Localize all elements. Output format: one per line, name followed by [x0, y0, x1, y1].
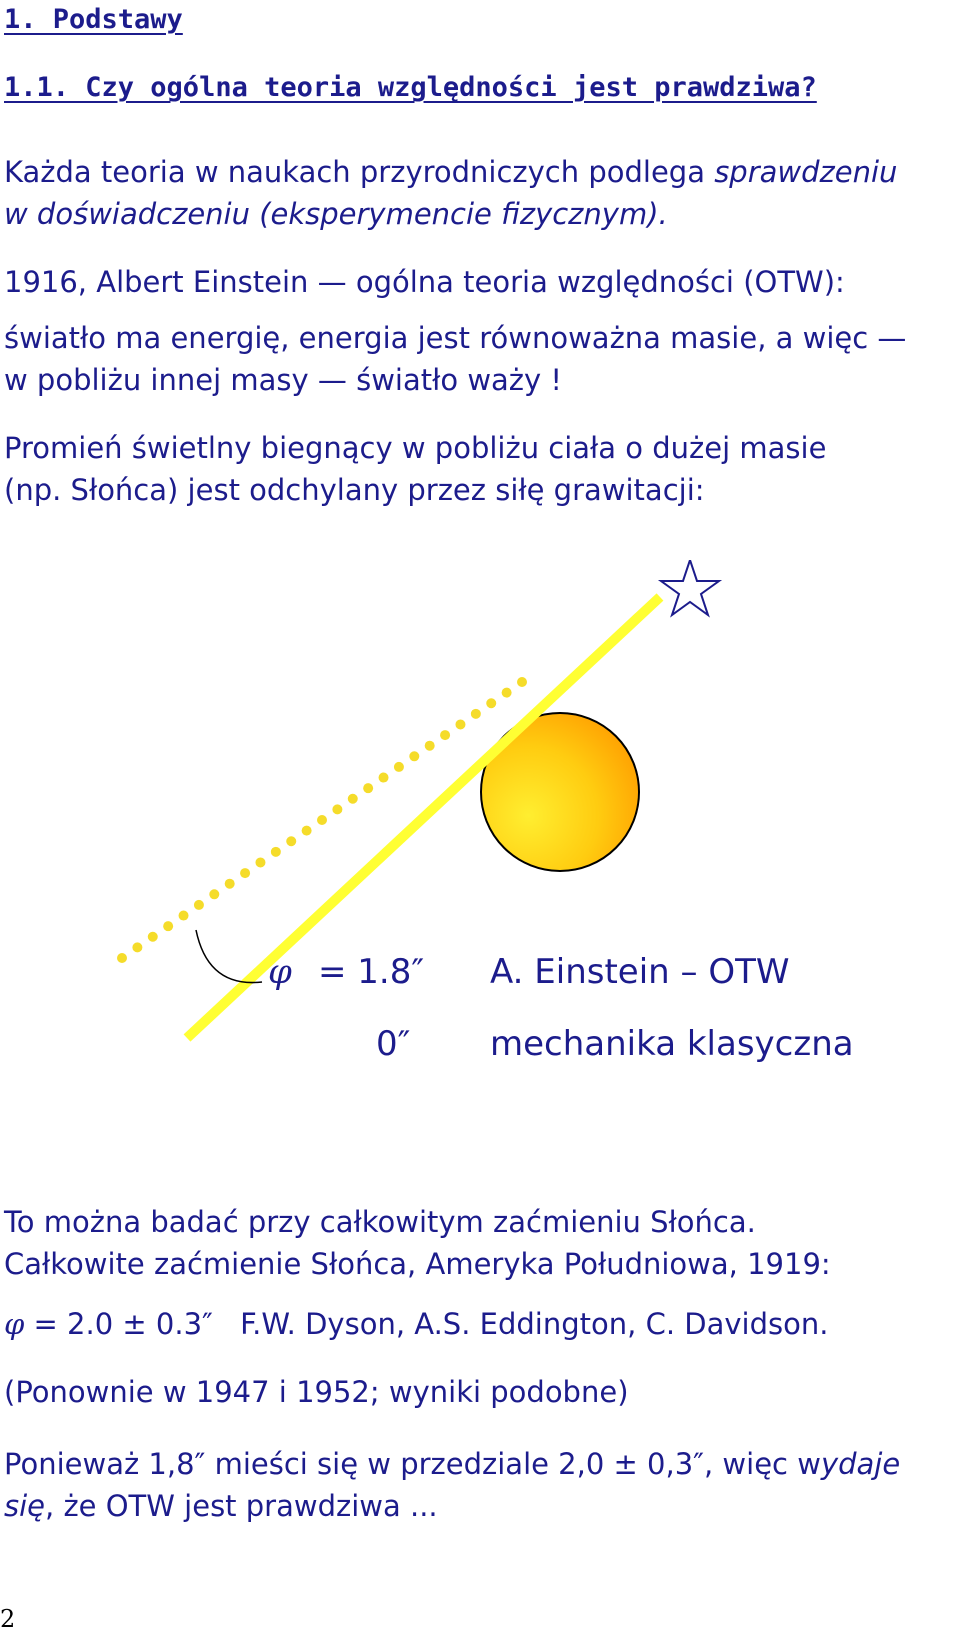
measurement-phi-symbol: φ	[4, 1307, 25, 1341]
deflection-diagram	[0, 560, 960, 1080]
apparent-ray-dot	[286, 836, 296, 846]
apparent-ray-dot	[425, 741, 435, 751]
conclusion-italic-text: ydaje	[820, 1447, 901, 1481]
apparent-ray-dot	[255, 857, 265, 867]
apparent-ray-dot	[348, 794, 358, 804]
apparent-ray-dot	[209, 889, 219, 899]
light-line-2: w pobliżu innej masy — światło waży !	[4, 363, 563, 397]
intro-plain-text: Każda teoria w naukach przyrodniczych podlega	[4, 155, 715, 189]
apparent-ray-dot	[332, 804, 342, 814]
classical-mechanics-label: mechanika klasyczna	[490, 1024, 854, 1064]
apparent-ray-dot	[302, 826, 312, 836]
light-line-1: światło ma energię, energia jest równoważna masie, a więc —	[4, 321, 907, 355]
conclusion-end-text: , że OTW jest prawdziwa ...	[45, 1489, 438, 1523]
star-icon	[661, 560, 719, 615]
intro-line-2: w doświadczeniu (eksperymencie fizycznym).	[4, 197, 668, 231]
apparent-ray-dot	[317, 815, 327, 825]
apparent-ray-dot	[240, 868, 250, 878]
light-deflection-figure	[0, 560, 960, 1080]
measurement-authors: F.W. Dyson, A.S. Eddington, C. Davidson.	[240, 1307, 829, 1341]
apparent-ray-dots	[117, 677, 527, 963]
apparent-ray-dot	[179, 911, 189, 921]
apparent-ray-dot	[363, 783, 373, 793]
intro-italic-text: sprawdzeniu	[714, 155, 898, 189]
eclipse-line-1: To można badać przy całkowitym zaćmieniu Słońca.	[4, 1205, 756, 1239]
measurement-line	[4, 1307, 829, 1341]
intro-line-1	[4, 155, 898, 189]
einstein-line: 1916, Albert Einstein — ogólna teoria względności (OTW):	[4, 265, 845, 299]
apparent-ray-dot	[194, 900, 204, 910]
einstein-phi-symbol: φ	[268, 952, 292, 992]
deflection-line-2: (np. Słońca) jest odchylany przez siłę grawitacji:	[4, 473, 705, 507]
measurement-value: = 2.0 ± 0.3″	[24, 1307, 213, 1341]
apparent-ray-dot	[379, 773, 389, 783]
repeat-measurements-line: (Ponownie w 1947 i 1952; wyniki podobne)	[4, 1375, 629, 1409]
apparent-ray-dot	[117, 953, 127, 963]
apparent-ray-dot	[225, 879, 235, 889]
conclusion-italic-word: się	[4, 1489, 46, 1523]
apparent-ray-dot	[163, 921, 173, 931]
apparent-ray-dot	[132, 942, 142, 952]
heading-section: 1. Podstawy	[4, 4, 183, 35]
conclusion-line-2	[4, 1489, 438, 1523]
eclipse-line-2: Całkowite zaćmienie Słońca, Ameryka Południowa, 1919:	[4, 1247, 831, 1281]
einstein-deflection-value: = 1.8″	[318, 952, 425, 992]
page-number: 2	[0, 1605, 16, 1633]
conclusion-plain-text: Ponieważ 1,8″ mieści się w przedziale 2,0 ± 0,3″, więc w	[4, 1447, 821, 1481]
conclusion-line-1	[4, 1447, 901, 1481]
apparent-ray-dot	[271, 847, 281, 857]
apparent-ray-dot	[471, 709, 481, 719]
apparent-ray-dot	[440, 730, 450, 740]
apparent-ray-dot	[455, 719, 465, 729]
deflection-line-1: Promień świetlny biegnący w pobliżu ciała o dużej masie	[4, 431, 827, 465]
apparent-ray-dot	[148, 932, 158, 942]
einstein-theory-label: A. Einstein – OTW	[490, 952, 790, 992]
apparent-ray-dot	[502, 688, 512, 698]
apparent-ray-dot	[394, 762, 404, 772]
apparent-ray-dot	[517, 677, 527, 687]
classical-deflection-value: 0″	[376, 1024, 411, 1064]
apparent-ray-dot	[486, 698, 496, 708]
apparent-ray-dot	[409, 751, 419, 761]
heading-subsection: 1.1. Czy ogólna teoria względności jest prawdziwa?	[4, 72, 817, 103]
